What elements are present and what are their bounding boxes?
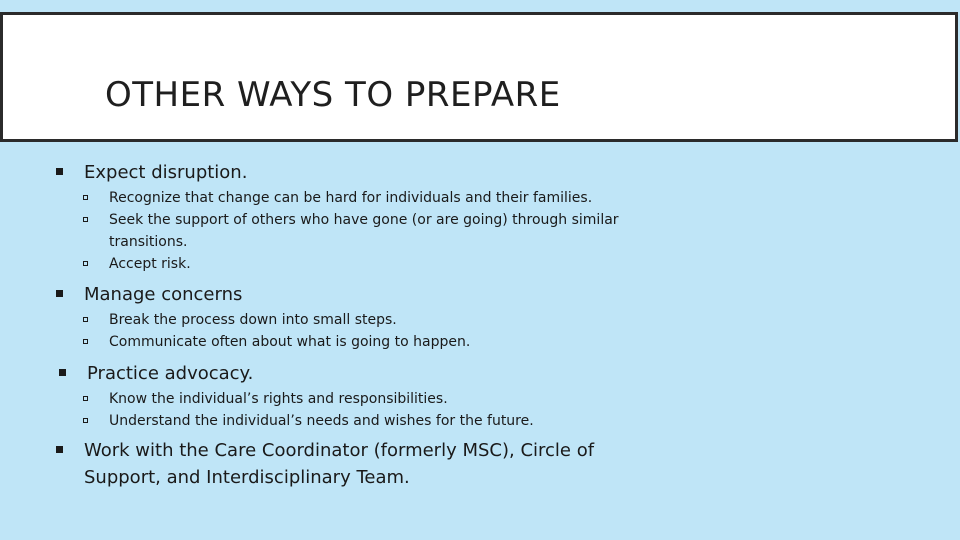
list-item-text: Accept risk. (109, 256, 191, 272)
hollow-square-bullet-icon (83, 418, 88, 423)
section-heading: Work with the Care Coordinator (formerly MSC), Circle of Support, and Interdisciplinary Team. (84, 440, 595, 488)
square-bullet-icon (59, 369, 66, 376)
hollow-square-bullet-icon (83, 217, 88, 222)
list-item (83, 253, 623, 275)
list-item (83, 309, 623, 331)
section-heading: Practice advocacy. (87, 363, 254, 384)
hollow-square-bullet-icon (83, 195, 88, 200)
section-manage-concerns (56, 281, 636, 308)
list-item (83, 209, 623, 253)
list-item (83, 410, 623, 432)
square-bullet-icon (56, 168, 63, 175)
square-bullet-icon (56, 446, 63, 453)
list-item-text: Recognize that change can be hard for individuals and their families. (109, 190, 593, 206)
list-item-text: Break the process down into small steps. (109, 312, 397, 328)
section-heading: Expect disruption. (84, 162, 248, 183)
section-work-with-care-coordinator (56, 437, 616, 491)
section-heading: Manage concerns (84, 284, 243, 305)
hollow-square-bullet-icon (83, 317, 88, 322)
hollow-square-bullet-icon (83, 396, 88, 401)
section-practice-advocacy (59, 360, 639, 387)
list-item (83, 388, 623, 410)
list-item-text: Understand the individual’s needs and wishes for the future. (109, 413, 534, 429)
square-bullet-icon (56, 290, 63, 297)
slide-title: OTHER WAYS TO PREPARE (105, 75, 561, 115)
list-item (83, 187, 623, 209)
list-item-text: Know the individual’s rights and responsibilities. (109, 391, 448, 407)
section-expect-disruption (56, 159, 636, 186)
list-item (83, 331, 623, 353)
hollow-square-bullet-icon (83, 339, 88, 344)
hollow-square-bullet-icon (83, 261, 88, 266)
list-item-text: Communicate often about what is going to happen. (109, 334, 471, 350)
list-item-text: Seek the support of others who have gone (or are going) through similar transitions. (109, 212, 619, 250)
